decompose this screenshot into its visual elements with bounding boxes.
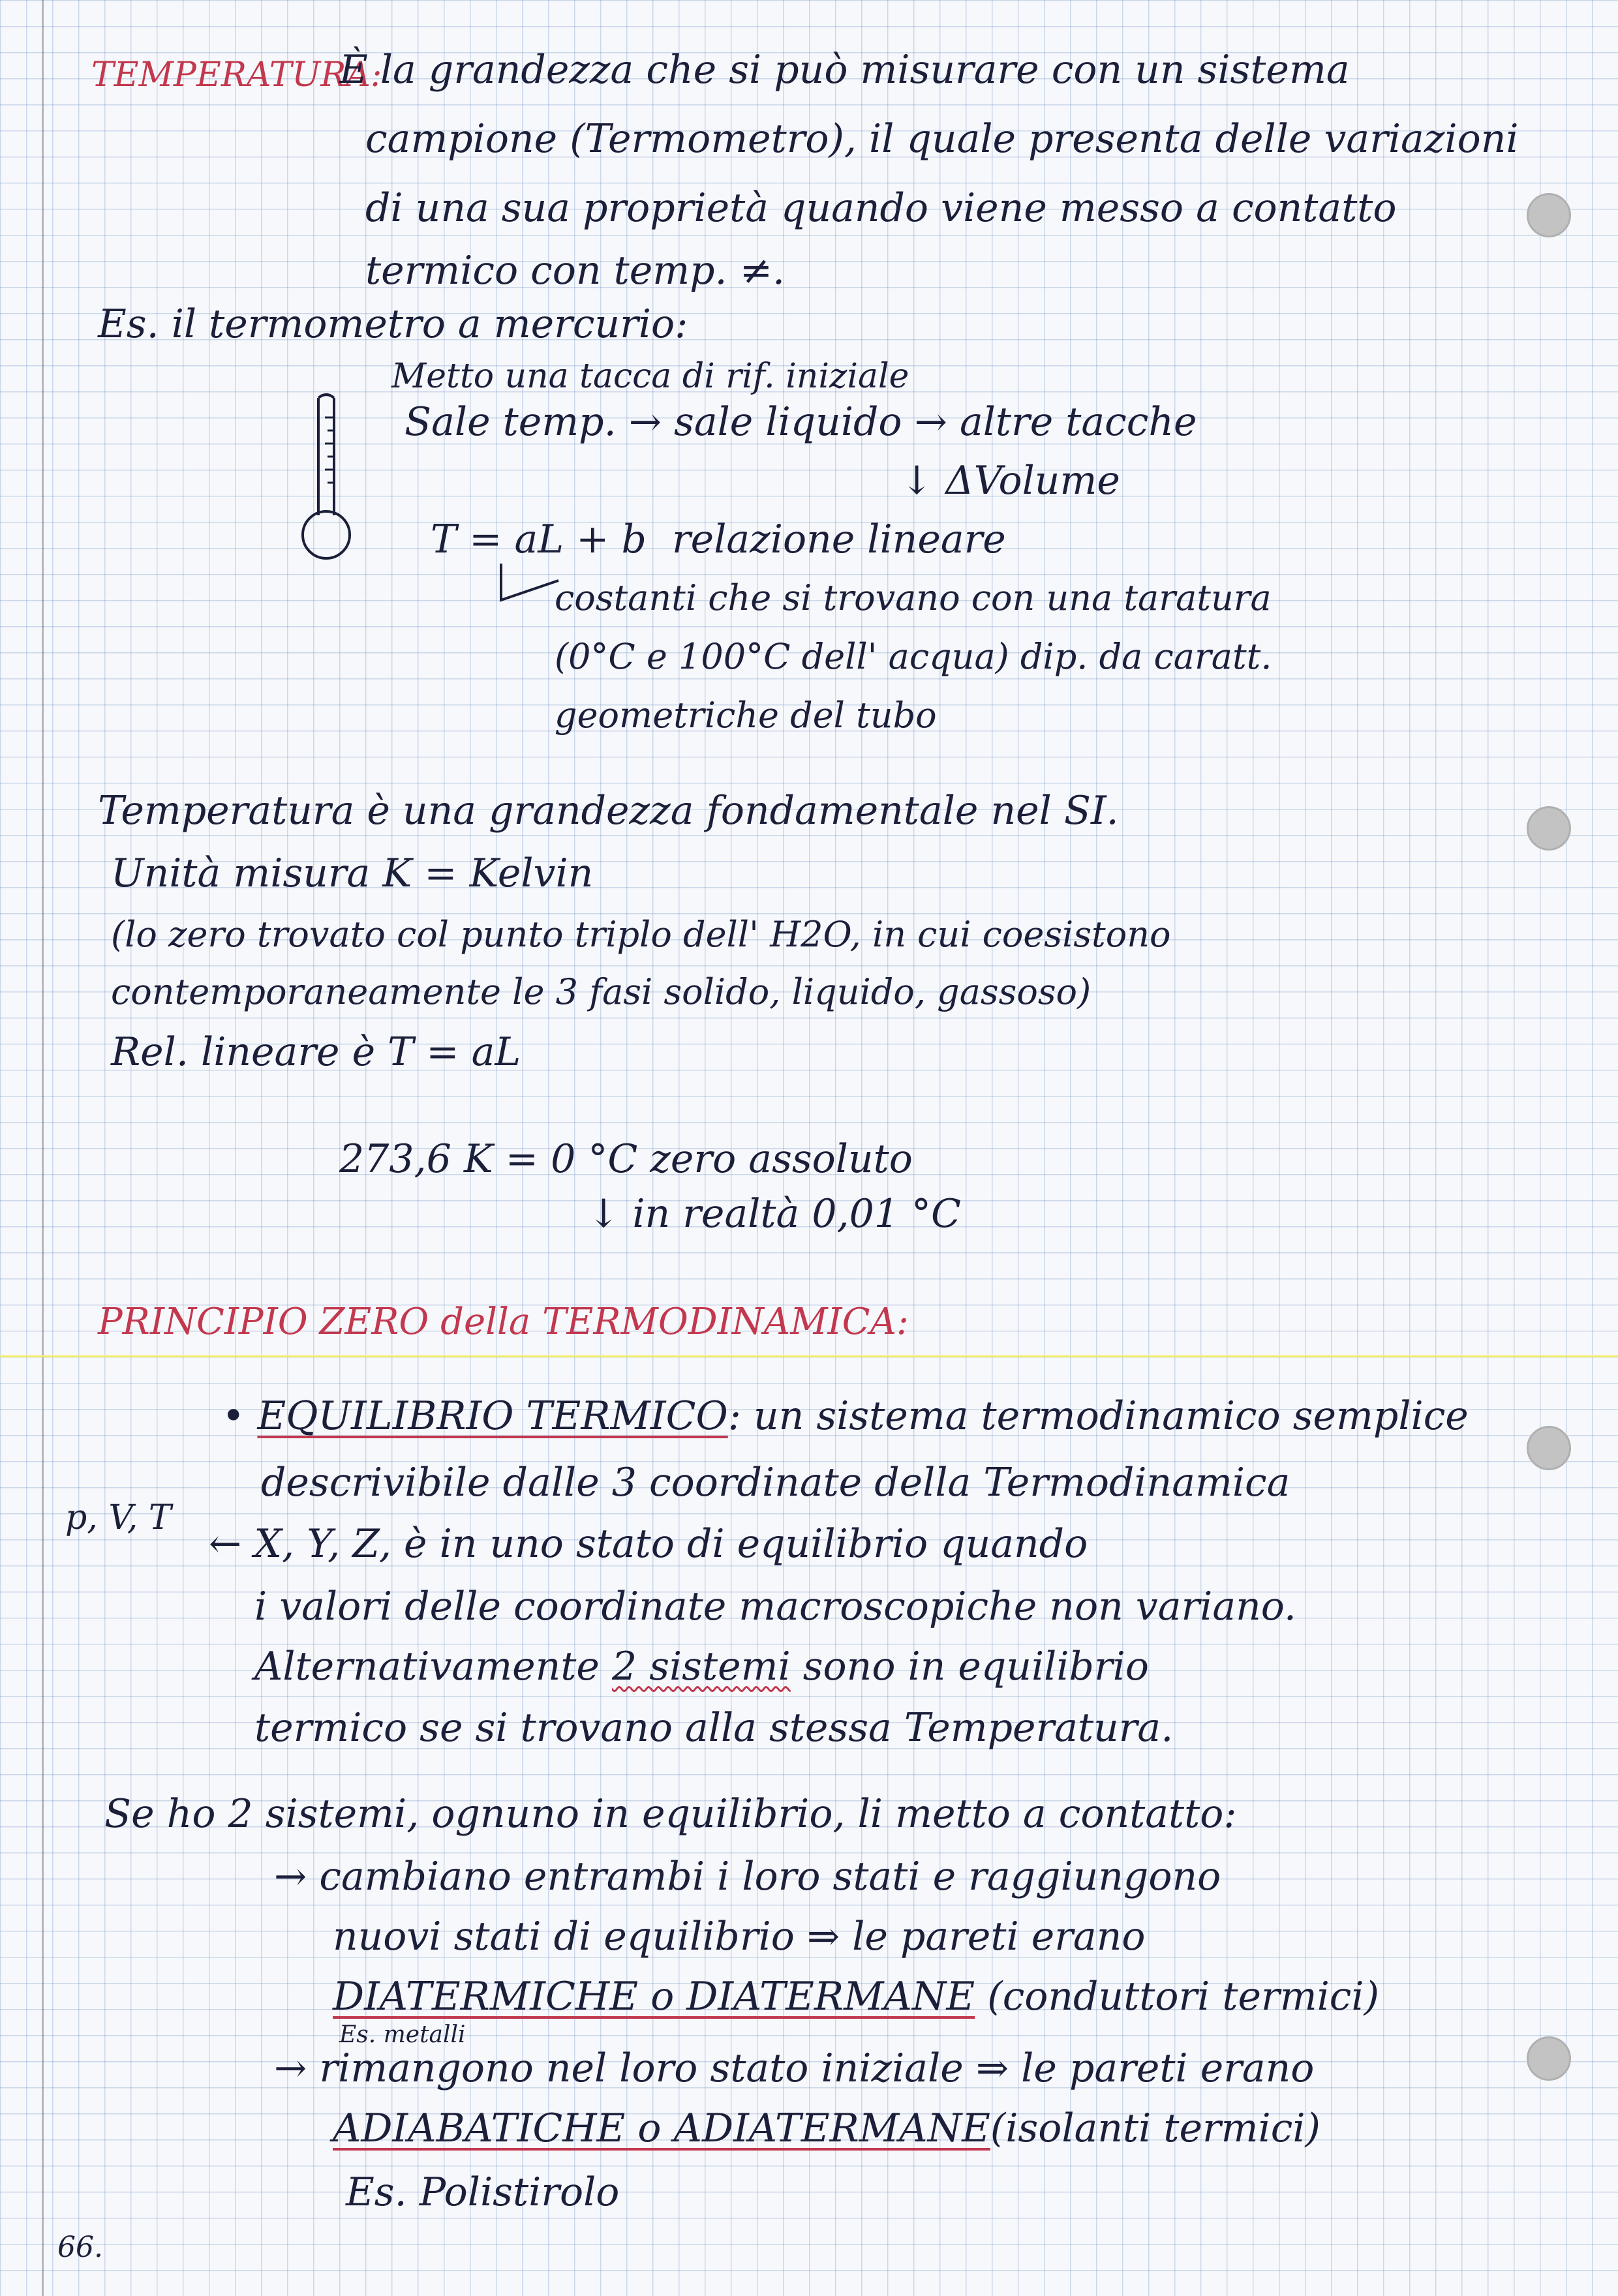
esempio-note-2: Sale temp. → sale liquido → altre tacche: [404, 399, 1197, 445]
equilibrio-line-1: : un sistema termodinamico semplice: [727, 1393, 1469, 1439]
principio-heading: PRINCIPIO ZERO della TERMODINAMICA:: [98, 1301, 909, 1343]
formula-pointer-icon: [496, 561, 561, 607]
margin-label: p, V, T: [65, 1498, 172, 1537]
adiabatiche-line: [333, 2104, 1320, 2152]
case1-line-2: nuovi stati di equilibrio ⇒ le pareti erano: [333, 1914, 1146, 1959]
margin-line: [42, 0, 44, 2296]
bullet-dot: •: [222, 1393, 258, 1439]
equilibrio-bullet: [222, 1392, 1469, 1440]
zero-assoluto: 273,6 K = 0 °C zero assoluto: [339, 1136, 913, 1182]
adiabatiche-term: ADIABATICHE o ADIATERMANE: [333, 2106, 990, 2151]
temperatura-line-3: di una sua proprietà quando viene messo a contatto: [365, 185, 1397, 231]
adiabatiche-note: (isolanti termici): [990, 2106, 1320, 2151]
temperatura-line-4: termico con temp. ≠.: [365, 248, 786, 294]
page-number: 66.: [57, 2231, 103, 2264]
equilibrio-line-3: ← X, Y, Z, è in uno stato di equilibrio quando: [209, 1521, 1088, 1567]
case1-line-1: → cambiano entrambi i loro stati e raggiungono: [274, 1854, 1221, 1899]
diatermiche-term: DIATERMICHE o DIATERMANE: [333, 1974, 975, 2019]
equilibrio-line-2: descrivibile dalle 3 coordinate della Termodinamica: [261, 1460, 1290, 1505]
highlight-line: [0, 1355, 1618, 1357]
diatermiche-note: (conduttori termici): [987, 1974, 1379, 2019]
diatermiche-line: [333, 1972, 1379, 2021]
formula: T = aL + b: [431, 517, 647, 562]
constants-line-2: (0°C e 100°C dell' acqua) dip. da caratt.: [555, 636, 1272, 677]
binder-hole: [1527, 2036, 1571, 2081]
esempio-note-3: ↓ ΔVolume: [900, 458, 1120, 504]
equilibrio-termico-term: EQUILIBRIO TERMICO: [257, 1393, 728, 1439]
es-metalli: Es. metalli: [339, 2021, 466, 2048]
equilibrio-line-5: [254, 1642, 1149, 1691]
si-line-5: Rel. lineare è T = aL: [111, 1029, 521, 1075]
alternativamente: Alternativamente: [254, 1644, 600, 1689]
binder-hole: [1527, 806, 1571, 851]
due-sistemi: 2 sistemi: [611, 1644, 791, 1689]
esempio-note-1: Metto una tacca di rif. iniziale: [391, 357, 909, 396]
si-line-4: contemporaneamente le 3 fasi solido, liquido, gassoso): [111, 971, 1091, 1012]
si-line-3: (lo zero trovato col punto triplo dell' H2O, in cui coesistono: [111, 914, 1171, 955]
equilibrio-line-5-tail: sono in equilibrio: [802, 1644, 1149, 1689]
case2-line: → rimangono nel loro stato iniziale ⇒ le pareti erano: [274, 2046, 1315, 2091]
zero-note: ↓ in realtà 0,01 °C: [587, 1191, 961, 1237]
contatto-intro: Se ho 2 sistemi, ognuno in equilibrio, li metto a contatto:: [104, 1791, 1237, 1837]
temperatura-heading: TEMPERATURA:: [91, 55, 382, 95]
temperatura-line-2: campione (Termometro), il quale presenta delle variazioni: [365, 116, 1519, 162]
polistirolo-example: Es. Polistirolo: [346, 2169, 620, 2215]
thermometer-icon: [287, 391, 365, 561]
equilibrio-line-6: termico se si trovano alla stessa Temperatura.: [254, 1705, 1174, 1751]
equilibrio-line-4: i valori delle coordinate macroscopiche non variano.: [254, 1584, 1296, 1629]
binder-hole: [1527, 193, 1571, 237]
constants-line-3: geometriche del tubo: [555, 695, 937, 736]
esempio-heading: Es. il termometro a mercurio:: [98, 301, 688, 347]
constants-line-1: costanti che si trovano con una taratura: [555, 577, 1272, 618]
temperatura-line-1: È la grandezza che si può misurare con un sistema: [339, 47, 1350, 93]
si-line-1: Temperatura è una grandezza fondamentale nel SI.: [98, 788, 1119, 834]
binder-hole: [1527, 1426, 1571, 1470]
si-line-2: Unità misura K = Kelvin: [111, 851, 594, 896]
formula-label: relazione lineare: [672, 517, 1006, 562]
